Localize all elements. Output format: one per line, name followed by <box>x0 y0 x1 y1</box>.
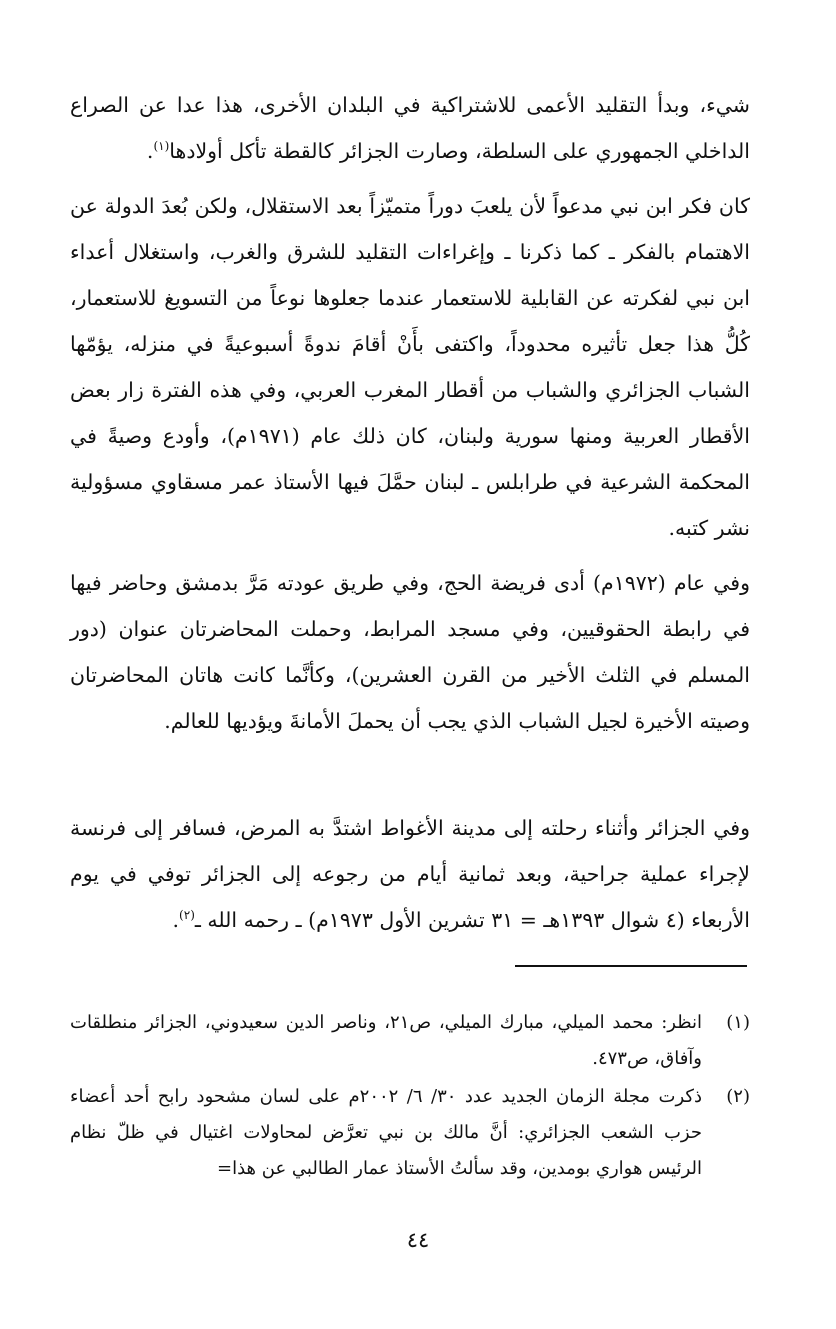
paragraph-2-text: كان فكر ابن نبي مدعواً لأن يلعبَ دوراً متميّزاً بعد الاستقلال، ولكن بُعدَ الدولة عن الاهتمام بالفكر ـ كما ذكرنا ـ وإغراءات التقليد للشرق والغرب، واستغلال أعداء ابن نبي لفكرته عن القابلية للاستعمار عندما جعلوها نوعاً من التسويغ للاستعمار، كُلُّ هذا جعل تأثيره محدوداً، واكتفى بأَنْ أقامَ ندوةً أسبوعيةً في منزله، يؤمّها الشباب الجزائري والشباب من أقطار المغرب العربي، وفي هذه الفترة زار بعض الأقطار العربية ومنها سورية ولبنان، كان ذلك عام (١٩٧١م)، وأودع وصيةً في المحكمة الشرعية في طرابلس ـ لبنان حمَّلَ فيها الأستاذ عمر مسقاوي مسؤولية نشر كتبه. <box>70 194 750 540</box>
footnote-ref-2[interactable]: (٢) <box>179 908 195 923</box>
paragraph-4-end: . <box>172 908 180 932</box>
footnote-2-number: (٢) <box>726 1086 750 1107</box>
paragraph-2 <box>70 183 750 551</box>
paragraph-1 <box>70 82 750 174</box>
paragraph-4 <box>70 805 750 943</box>
footnote-2-text: ذكرت مجلة الزمان الجديد عدد ٣٠/ ٦/ ٢٠٠٢م على لسان مشحود رابح أحد أعضاء حزب الشعب الجزائري: أنَّ مالك بن نبي تعرَّض لمحاولات اغتيال في ظلّ نظام الرئيس هواري بومدين، وقد سألتُ الأستاذ عمار الطالبي عن هذا= <box>70 1086 702 1179</box>
paragraph-3 <box>70 560 750 744</box>
paragraph-4-text: وفي الجزائر وأثناء رحلته إلى مدينة الأغواط اشتدَّ به المرض، فسافر إلى فرنسة لإجراء عملية جراحية، وبعد ثمانية أيام من رجوعه إلى الجزائر توفي في يوم الأربعاء (٤ شوال ١٣٩٣هـ = ٣١ تشرين الأول ١٩٧٣م) ـ رحمه الله ـ <box>70 816 750 932</box>
paragraph-1-end: . <box>146 139 154 163</box>
paragraph-1-text: شيء، وبدأ التقليد الأعمى للاشتراكية في البلدان الأخرى، هذا عدا عن الصراع الداخلي الجمهوري على السلطة، وصارت الجزائر كالقطة تأكل أولادها <box>70 93 750 163</box>
footnote-1-number: (١) <box>726 1012 750 1033</box>
footnote-2 <box>70 1079 750 1187</box>
footnotes <box>70 1005 750 1189</box>
page-number: ٤٤ <box>406 1228 430 1252</box>
paragraph-3-text: وفي عام (١٩٧٢م) أدى فريضة الحج، وفي طريق عودته مَرَّ بدمشق وحاضر فيها في رابطة الحقوقيين، وفي مسجد المرابط، وحملت المحاضرتان عنوان (دور المسلم في الثلث الأخير من القرن العشرين)، وكأنَّما كانت هاتان المحاضرتان وصيته الأخيرة لجيل الشباب الذي يجب أن يحملَ الأمانةَ ويؤديها للعالم. <box>70 571 750 733</box>
footnote-1-text: انظر: محمد الميلي، مبارك الميلي، ص٢١، وناصر الدين سعيدوني، الجزائر منطلقات وآفاق، ص٤٧٣. <box>70 1012 702 1069</box>
footnote-1 <box>70 1005 750 1077</box>
footnote-ref-1[interactable]: (١) <box>153 139 170 154</box>
footnote-separator <box>515 965 747 967</box>
